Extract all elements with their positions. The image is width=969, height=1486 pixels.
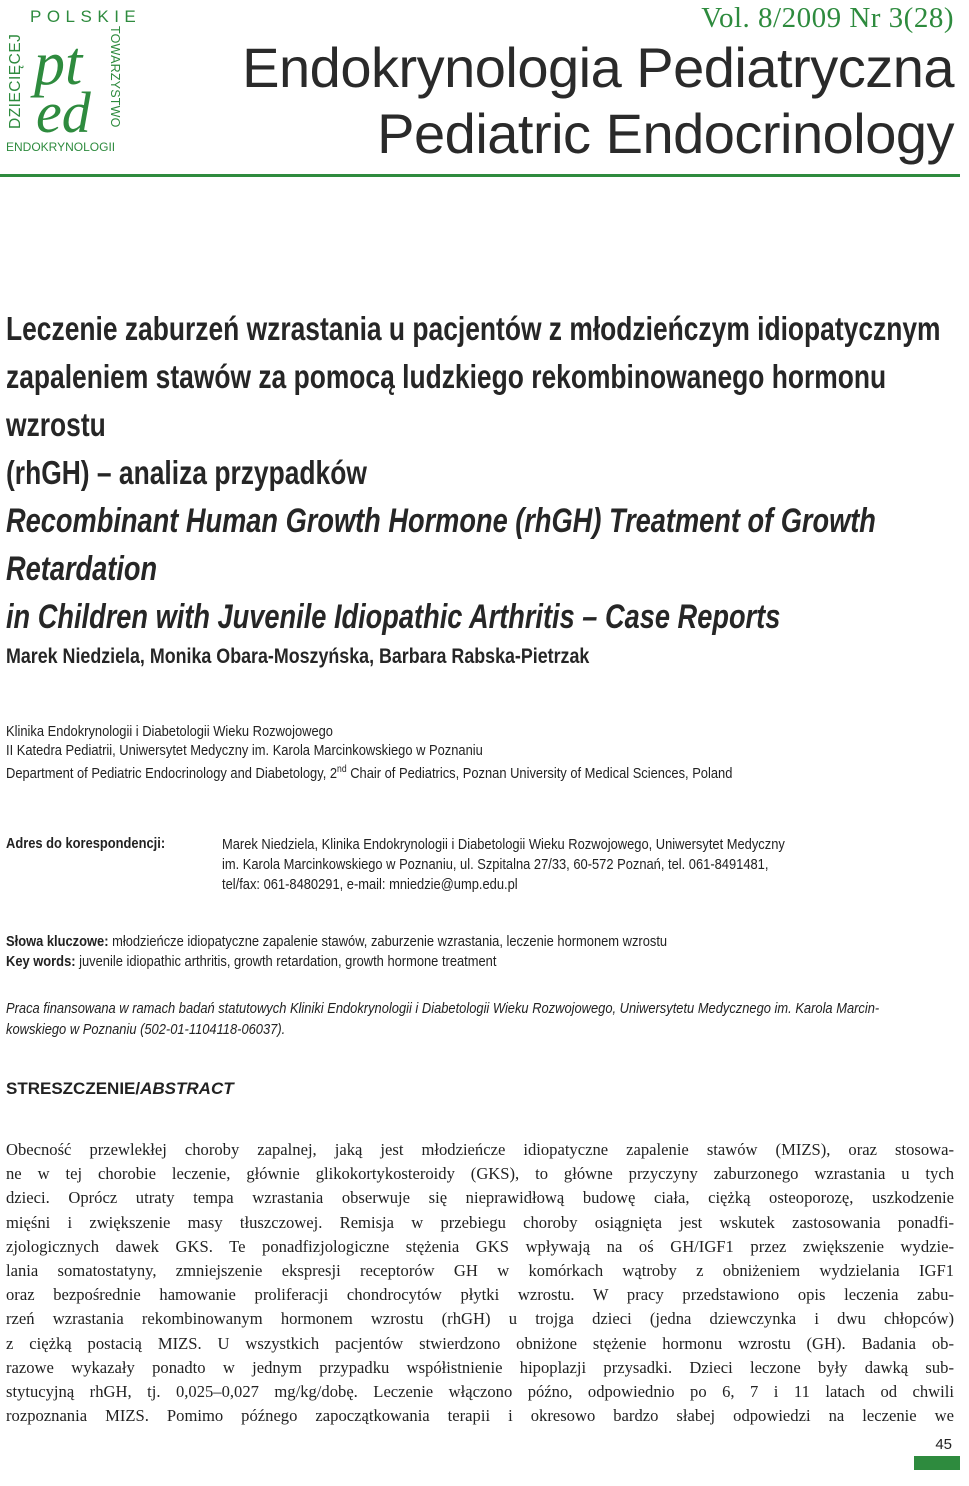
article-title-pl: [6, 305, 946, 497]
logo-text-left: DZIECIĘCEJ: [7, 33, 24, 129]
keywords: [6, 932, 952, 972]
abstract-line: rzeń wzrastania rekombinowanym hormonem wzrostu (rhGH) u trojga dzieci (jedna dziewczynka i dwu chłopców): [6, 1309, 954, 1329]
masthead: [242, 2, 954, 164]
keywords-en-text: juvenile idiopathic arthritis, growth retardation, growth hormone treatment: [75, 953, 497, 970]
abstract-line: razowe wykazały ponadto w jednym przypadku współistnienie hipoplazji przysadki. Dzieci leczone były dawką sub-: [6, 1357, 954, 1377]
abstract-line: mięśni i zwiększenie masy tłuszczowej. Remisja w przebiegu choroby osiągnięta jest wskutek zastosowania ponadfi-: [6, 1212, 954, 1232]
keywords-en-label: Key words:: [6, 953, 76, 970]
abstract-line: ne w tej chorobie leczenie, głównie glikokortykosteroidy (GKS), to główne przyczyny zaburzonego wzrastania u tych: [6, 1164, 954, 1184]
volume-issue: Vol. 8/2009 Nr 3(28): [701, 2, 954, 34]
abstract-body: [6, 1138, 954, 1428]
abstract-line: rozpoznania MIZS. Pomimo późnego zapoczątkowania terapii i okresowo bardzo słabej odpowiedzi na leczenie we: [6, 1406, 954, 1426]
affiliation-line: II Katedra Pediatrii, Uniwersytet Medyczny im. Karola Marcinkowskiego w Poznaniu: [6, 742, 483, 759]
abstract-line: stytucyjną rhGH, tj. 0,025–0,027 mg/kg/dobę. Leczenie włączono późno, odpowiednio po 6, 7 i 11 latach od chwili: [6, 1382, 954, 1402]
journal-logo: [4, 4, 142, 154]
title-en-line: Recombinant Human Growth Hormone (rhGH) Treatment of Growth Retardation: [6, 502, 876, 588]
title-pl-line: (rhGH) – analiza przypadków: [6, 454, 367, 491]
title-pl-line: zapaleniem stawów za pomocą ludzkiego rekombinowanego hormonu wzrostu: [6, 358, 887, 443]
article-title-en: [6, 497, 946, 641]
title-pl-line: Leczenie zaburzeń wzrastania u pacjentów z młodzieńczym idiopatycznym: [6, 310, 941, 347]
keywords-pl: [6, 932, 952, 952]
affiliation-line-en: [6, 760, 969, 783]
footer-rule: [914, 1456, 960, 1470]
abstract-line: Obecność przewlekłej choroby zapalnej, jaką jest młodzieńcze idiopatyczne zapalenie stawów (MIZS), oraz stosowa-: [6, 1140, 954, 1159]
abstract-heading-en: ABSTRACT: [140, 1079, 234, 1098]
abstract-line: z ciężką postacią MIZS. U wszystkich pacjentów stwierdzono obniżone stężenie hormonu wzrostu (GH). Badania ob-: [6, 1333, 954, 1353]
ptde-logo-icon: [4, 4, 142, 154]
journal-title-pl: Endokrynologia Pediatryczna: [242, 36, 954, 99]
correspondence-line: Marek Niedziela, Klinika Endokrynologii i Diabetologii Wieku Rozwojowego, Uniwersytet Medyczny: [222, 836, 785, 853]
abstract-heading-pl: STRESZCZENIE/: [6, 1079, 141, 1098]
correspondence-line: tel/fax: 061-8480291, e-mail: mniedzie@ump.edu.pl: [222, 876, 518, 893]
affiliation-en-a: Department of Pediatric Endocrinology and Diabetology, 2: [6, 765, 338, 782]
funding-note: [6, 998, 952, 1040]
logo-mark-pt: pt: [34, 30, 83, 98]
abstract-line: dzieci. Oprócz utraty tempa wzrastania obserwuje się nieprawidłową budowę ciała, ciężką osteoporozę, uszkodzenie: [6, 1188, 954, 1208]
keywords-pl-label: Słowa kluczowe:: [6, 933, 109, 950]
correspondence-label: Adres do korespondencji:: [6, 835, 166, 852]
authors: Marek Niedziela, Monika Obara-Moszyńska, Barbara Rabska-Pietrzak: [6, 645, 590, 668]
affiliation-en-sup: nd: [337, 764, 347, 775]
affiliation-line: Klinika Endokrynologii i Diabetologii Wieku Rozwojowego: [6, 723, 333, 740]
funding-line: kowskiego w Poznaniu (502-01-1104118-06037).: [6, 1021, 286, 1038]
logo-text-right: TOWARZYSTWO: [108, 26, 122, 128]
page-number: 45: [935, 1436, 952, 1453]
abstract-line: lania somatostatyny, zmniejszenie ekspresji receptorów GH w komórkach wątroby z obniżeniem wydzielania IGF1: [6, 1261, 954, 1281]
keywords-pl-text: młodzieńcze idiopatyczne zapalenie stawów, zaburzenie wzrastania, leczenie hormonem wzrostu: [108, 933, 668, 950]
keywords-en: [6, 952, 952, 972]
funding-line: Praca finansowana w ramach badań statutowych Kliniki Endokrynologii i Diabetologii Wieku Rozwojowego, Uniwersytetu Medycznego im. Karola Marcin-: [6, 1000, 880, 1017]
header-rule: [0, 174, 960, 177]
affiliation-en-b: Chair of Pediatrics, Poznan University of Medical Sciences, Poland: [346, 765, 733, 782]
title-en-line: in Children with Juvenile Idiopathic Arthritis – Case Reports: [6, 598, 781, 636]
logo-text-bottom: ENDOKRYNOLOGII: [6, 140, 116, 154]
logo-mark-ed: ed: [36, 80, 91, 145]
journal-title-en: Pediatric Endocrinology: [377, 102, 954, 165]
abstract-heading: [6, 1079, 234, 1099]
abstract-line: oraz bezpośrednie hamowanie proliferacji chondrocytów płytki wzrostu. W pracy przedstawiono opis leczenia zabu-: [6, 1285, 954, 1305]
correspondence-address: [222, 835, 927, 895]
abstract-line: zjologicznych dawek GKS. Te ponadfizjologiczne stężenia GKS wpływają na oś GH/IGF1 przez zwiększenie wydzie-: [6, 1236, 954, 1256]
logo-text-top: POLSKIE: [30, 7, 142, 26]
affiliation: [6, 722, 969, 783]
correspondence-line: im. Karola Marcinkowskiego w Poznaniu, ul. Szpitalna 27/33, 60-572 Poznań, tel. 061-8491481,: [222, 856, 769, 873]
